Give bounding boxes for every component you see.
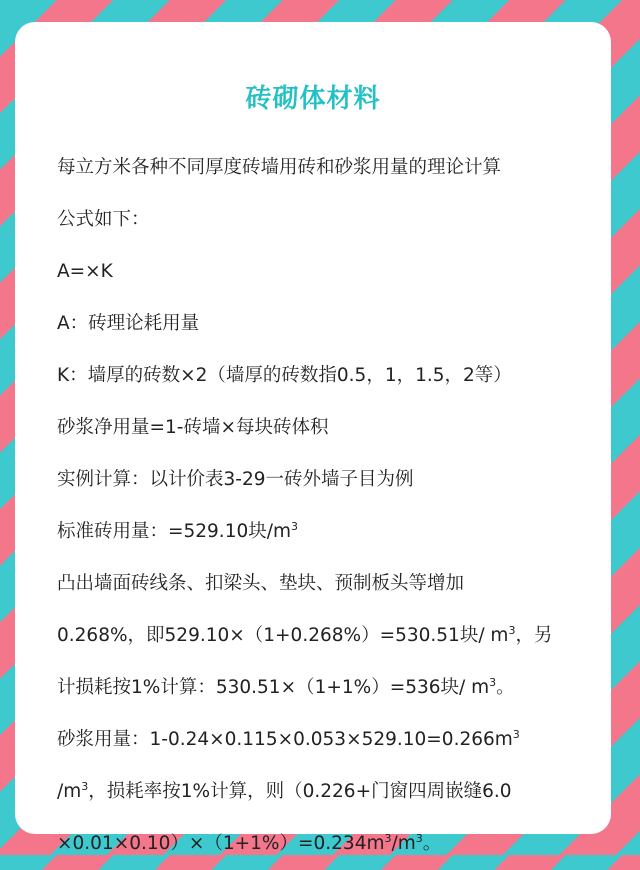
body-text <box>57 142 591 870</box>
text-line: 凸出墙面砖线条、扣梁头、垫块、预制板头等增加 <box>57 573 465 594</box>
content-card <box>15 22 611 854</box>
text-line: 每立方米各种不同厚度砖墙用砖和砂浆用量的理论计算 <box>57 157 502 178</box>
text-line: 实例计算：以计价表3-29一砖外墙子目为例 <box>57 469 414 490</box>
text-line: A：砖理论耗用量 <box>57 313 200 334</box>
text-line: $\times 0.01\times 0.10)\times(1+1\%)=0.234m^3/m^3$。 <box>57 832 442 854</box>
text-line: 砂浆用量：$1-0.24\times 0.115\times 0.053\times 529.10=0.266m^3$ <box>57 728 520 750</box>
text-line: K：墙厚的砖数×2（墙厚的砖数指0.5，1，1.5，2等） <box>57 365 512 386</box>
text-line: 砂浆净用量=1-砖墙×每块砖体积 <box>57 417 329 438</box>
text-line: 公式如下： <box>57 209 150 230</box>
text-line: A=×K <box>57 261 113 282</box>
text-line: 0.268%，即529.10×（1+0.268%）=530.51块/ $m^3$，另 <box>57 624 553 646</box>
page-title: 砖砌体材料 <box>245 84 381 114</box>
text-line: 标准砖用量：=529.10块$/m^3$ <box>57 520 298 542</box>
text-line: $/m^3$，损耗率按1%计算，则（0.226+门窗四周嵌缝6.0 <box>57 780 512 802</box>
text-line: 计损耗按1%计算：530.51×（1+1%）=536块/ $m^3$。 <box>57 676 515 698</box>
